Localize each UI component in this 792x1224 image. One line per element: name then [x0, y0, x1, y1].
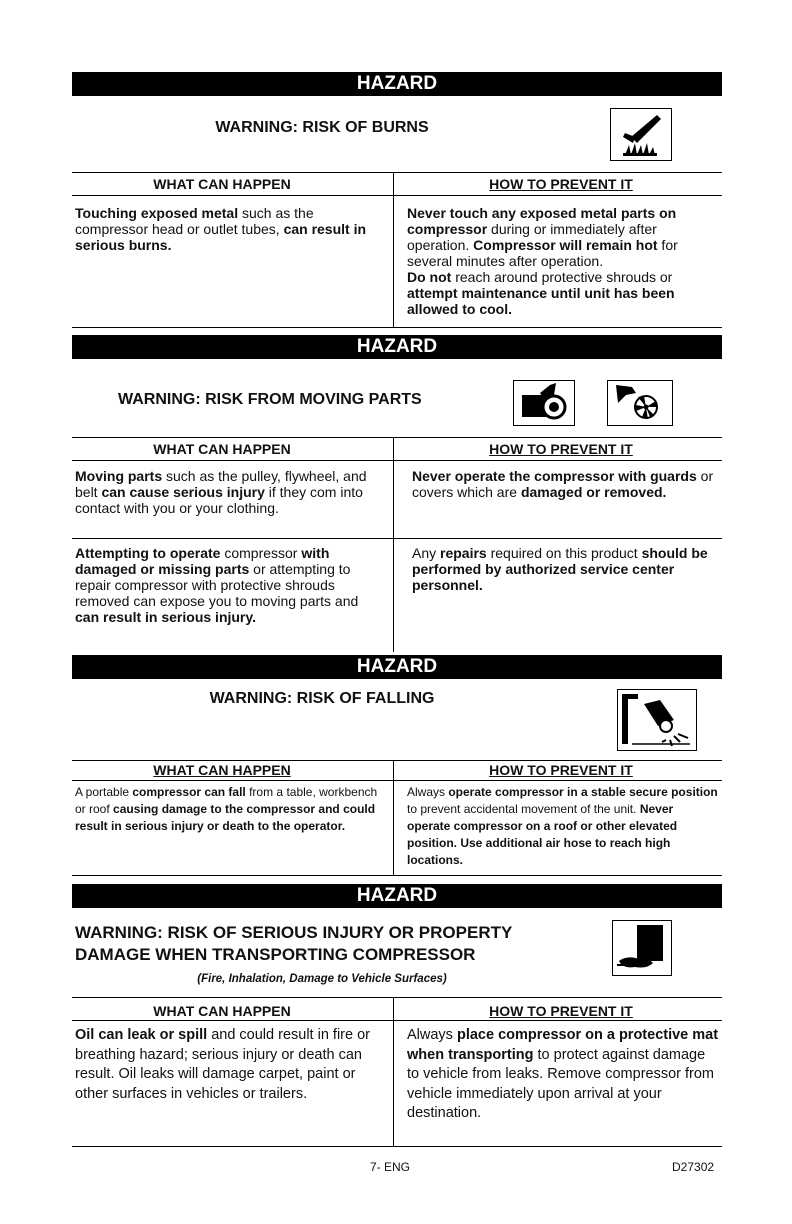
falling-what-text: A portable compressor can fall from a table, workbench or roof causing damage to the compressor and could result in serious injury or death to the operator. — [75, 785, 378, 833]
header-what-can-happen: WHAT CAN HAPPEN — [153, 1003, 291, 1019]
pulley-hazard-icon — [513, 380, 575, 426]
header-what-can-happen: WHAT CAN HAPPEN — [153, 762, 291, 778]
moving-how-text-1: Never operate the compressor with guards or covers which are damaged or removed. — [412, 468, 714, 500]
transport-how-text: Always place compressor on a protective mat when transporting to protect against damage to vehicle from leaks. Remove compressor from vehicle immediately upon arrival at your destination. — [407, 1027, 719, 1121]
divider — [72, 1146, 722, 1147]
header-how-to-prevent: HOW TO PREVENT IT — [489, 1003, 633, 1019]
divider — [72, 195, 722, 196]
moving-what-text-2: Attempting to operate compressor with damaged or missing parts or attempting to repair compressor with protective shrouds removed can expose you to moving parts and can result in serious injury. — [75, 545, 359, 625]
divider — [72, 172, 722, 173]
divider — [72, 760, 722, 761]
falling-how-text: Always operate compressor in a stable secure position to prevent accidental movement of the unit. Never operate compressor on a roof or other elevated position. Use additional air hose to reach high locations. — [407, 785, 718, 867]
header-how-to-prevent: HOW TO PREVENT IT — [489, 176, 633, 192]
moving-how-text-2: Any repairs required on this product should be performed by authorized service center personnel. — [412, 545, 708, 593]
divider — [72, 1020, 722, 1021]
hazard-banner: HAZARD — [72, 884, 722, 908]
column-divider — [393, 437, 394, 652]
transport-what-text: Oil can leak or spill and could result in fire or breathing hazard; serious injury or death can result. Oil leaks will damage carpet, paint or other surfaces in vehicles or trailers. — [75, 1027, 370, 1102]
divider — [72, 780, 722, 781]
divider — [72, 997, 722, 998]
page-number: 7- ENG — [370, 1160, 411, 1174]
burns-what-text: Touching exposed metal such as the compressor head or outlet tubes, can result in serious burns. — [75, 205, 367, 253]
burn-hazard-icon — [610, 108, 672, 161]
burns-how-text: Never touch any exposed metal parts on compressor during or immediately after operation. Compressor will remain hot for several minutes after operation. Do not reach around protective shrouds or attempt maintenance until unit has been allowed to cool. — [407, 205, 678, 317]
falling-hazard-icon — [617, 689, 697, 751]
warning-title-moving-parts: WARNING: RISK FROM MOVING PARTS — [118, 391, 422, 408]
oil-spill-icon — [612, 920, 672, 976]
header-what-can-happen: WHAT CAN HAPPEN — [153, 441, 291, 457]
warning-title-falling: WARNING: RISK OF FALLING — [209, 690, 435, 707]
moving-what-text-1: Moving parts such as the pulley, flywheel, and belt can cause serious injury if they com into contact with you or your clothing. — [75, 468, 367, 516]
divider — [72, 437, 722, 438]
divider — [72, 327, 722, 328]
warning-subtitle-transport: (Fire, Inhalation, Damage to Vehicle Surfaces) — [197, 973, 447, 985]
divider — [72, 538, 722, 539]
hazard-banner: HAZARD — [72, 335, 722, 359]
fan-hazard-icon — [607, 380, 673, 426]
header-how-to-prevent: HOW TO PREVENT IT — [489, 762, 633, 778]
document-code: D27302 — [672, 1160, 715, 1174]
warning-title-burns: WARNING: RISK OF BURNS — [215, 119, 429, 136]
hazard-banner: HAZARD — [72, 72, 722, 96]
header-how-to-prevent: HOW TO PREVENT IT — [489, 441, 633, 457]
warning-title-transport: WARNING: RISK OF SERIOUS INJURY OR PROPERTY DAMAGE WHEN TRANSPORTING COMPRESSOR — [75, 923, 513, 964]
divider — [72, 875, 722, 876]
header-what-can-happen: WHAT CAN HAPPEN — [153, 176, 291, 192]
column-divider — [393, 760, 394, 875]
divider — [72, 460, 722, 461]
hazard-banner: HAZARD — [72, 655, 722, 679]
